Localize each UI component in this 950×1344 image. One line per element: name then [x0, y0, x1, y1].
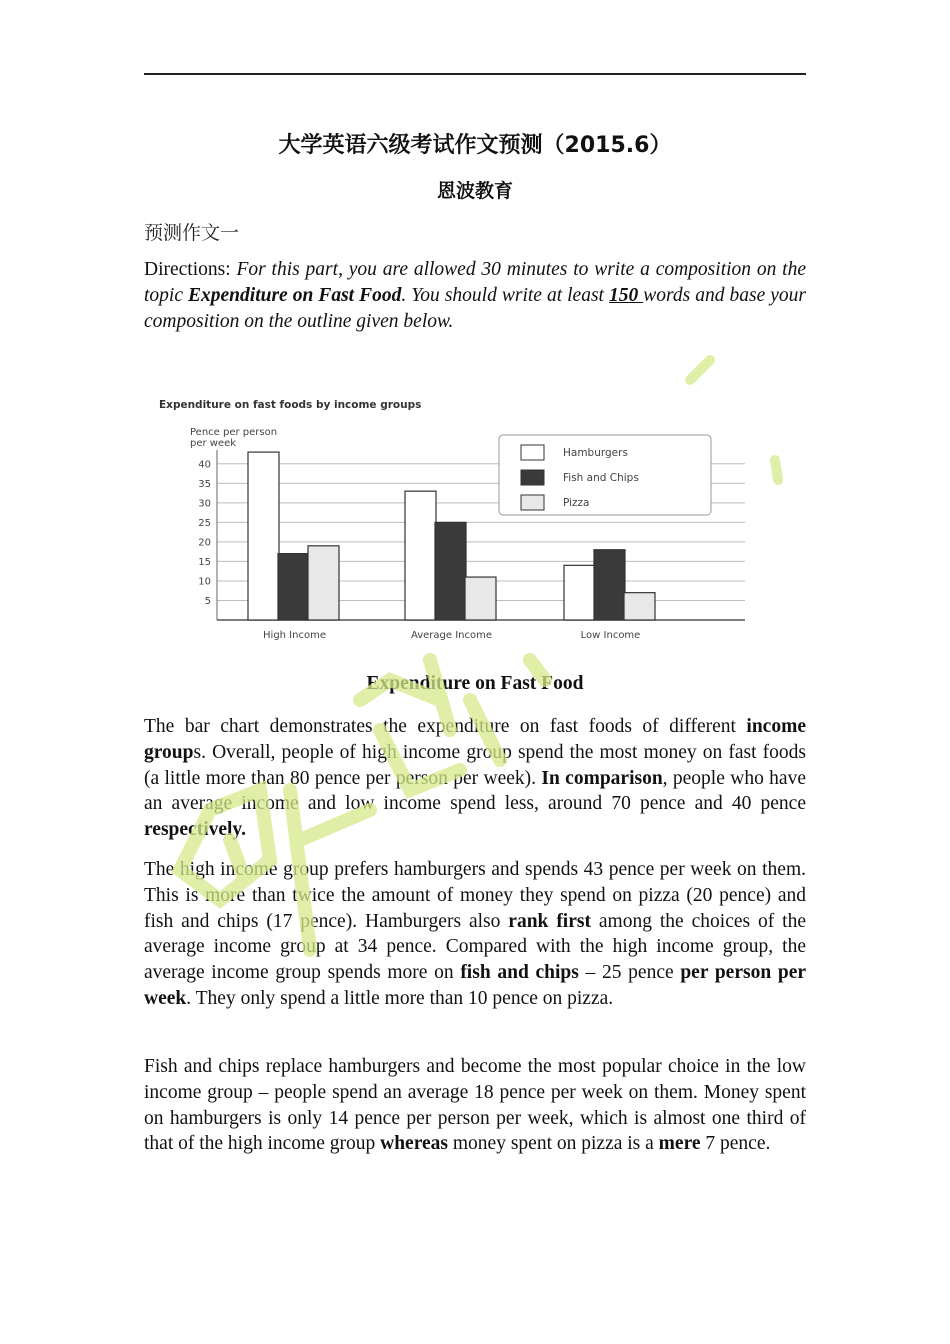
- body-text: – 25 pence: [578, 962, 681, 984]
- body-text: money spent on pizza is a: [448, 1133, 659, 1155]
- emphasis-text: In comparison: [541, 767, 663, 789]
- bar-fish-and-chips: [594, 550, 625, 620]
- y-tick-label: 40: [198, 459, 211, 471]
- legend-swatch: [521, 495, 544, 510]
- bar-fish-and-chips: [278, 554, 309, 620]
- essay-paragraph-2: [144, 857, 806, 1012]
- y-tick-label: 25: [198, 517, 211, 529]
- y-tick-label: 20: [198, 537, 211, 549]
- emphasis-text: income group: [144, 716, 806, 763]
- directions-text-3: words and base your composition on the outline given below.: [144, 284, 806, 332]
- essay-paragraph-1: [144, 714, 806, 843]
- emphasis-text: rank first: [508, 910, 591, 932]
- body-text: among the choices of the average income group at 34 pence. Compared with the high income group, the average income group spends more on: [144, 910, 807, 984]
- emphasis-text: per person per week: [144, 962, 807, 1009]
- x-tick-label: Average Income: [410, 630, 493, 641]
- bar-hamburgers: [405, 491, 436, 620]
- emphasis-text: mere: [658, 1133, 701, 1155]
- body-text: , people who have an average income and low income spend less, around 70 pence and 40 pence: [144, 767, 806, 815]
- directions: [144, 257, 806, 334]
- directions-topic: Expenditure on Fast Food: [188, 284, 402, 306]
- body-text: 7 pence.: [700, 1133, 771, 1155]
- header-rule: [144, 73, 806, 75]
- essay-paragraph-3: [144, 1054, 806, 1157]
- bar-fish-and-chips: [435, 522, 466, 620]
- expenditure-bar-chart: [150, 388, 750, 650]
- bar-pizza: [624, 593, 655, 620]
- body-text: . They only spend a little more than 10 pence on pizza.: [186, 987, 614, 1009]
- page-title: 大学英语六级考试作文预测（2015.6）: [278, 133, 672, 158]
- word-count: 150: [608, 284, 644, 306]
- x-tick-label: Low Income: [580, 630, 641, 641]
- bar-pizza: [308, 546, 339, 620]
- y-axis-label-line-1: Pence per person: [190, 427, 278, 438]
- emphasis-text: respectively.: [144, 819, 246, 841]
- body-text: The high income group prefers hamburgers and spends 43 pence per week on them. This is more than twice the amount of money they spend on pizza (20 pence) and fish and chips (17 pence). Hamburgers also: [144, 859, 806, 932]
- y-tick-label: 15: [198, 556, 211, 568]
- y-tick-label: 5: [204, 595, 211, 607]
- legend-swatch: [521, 470, 544, 485]
- emphasis-text: fish and chips: [460, 962, 579, 984]
- essay-title: Expenditure on Fast Food: [366, 673, 584, 694]
- y-tick-label: 30: [198, 498, 211, 510]
- x-tick-label: High Income: [263, 630, 326, 641]
- legend-label: Fish and Chips: [563, 472, 639, 484]
- chart-title: Expenditure on fast foods by income groups: [159, 399, 422, 411]
- directions-label: Directions:: [144, 259, 231, 280]
- directions-text-2: . You should write at least: [401, 284, 609, 306]
- body-text: Fish and chips replace hamburgers and become the most popular choice in the low income group – people spend an average 18 pence per week on them. Money spent on hamburgers is only 14 pence per person per week, which is almost one third of that of the high income group: [144, 1056, 806, 1155]
- legend-label: Pizza: [563, 497, 590, 509]
- section-label: 预测作文一: [144, 222, 240, 244]
- y-tick-label: 10: [198, 576, 211, 588]
- legend-swatch: [521, 445, 544, 460]
- org-name: 恩波教育: [436, 180, 513, 202]
- y-tick-label: 35: [198, 478, 211, 490]
- body-text: The bar chart demonstrates the expenditure on fast foods of different: [144, 716, 747, 737]
- bar-pizza: [465, 577, 496, 620]
- y-axis-label-line-2: per week: [190, 438, 237, 449]
- legend-label: Hamburgers: [563, 447, 628, 459]
- directions-text-1: For this part, you are allowed 30 minutes to write a composition on the topic: [144, 259, 807, 306]
- bar-hamburgers: [248, 452, 279, 620]
- emphasis-text: whereas: [380, 1133, 449, 1155]
- body-text: s. Overall, people of high income group spend the most money on fast foods (a little more than 80 pence per person per week).: [144, 741, 806, 789]
- bar-hamburgers: [564, 565, 595, 620]
